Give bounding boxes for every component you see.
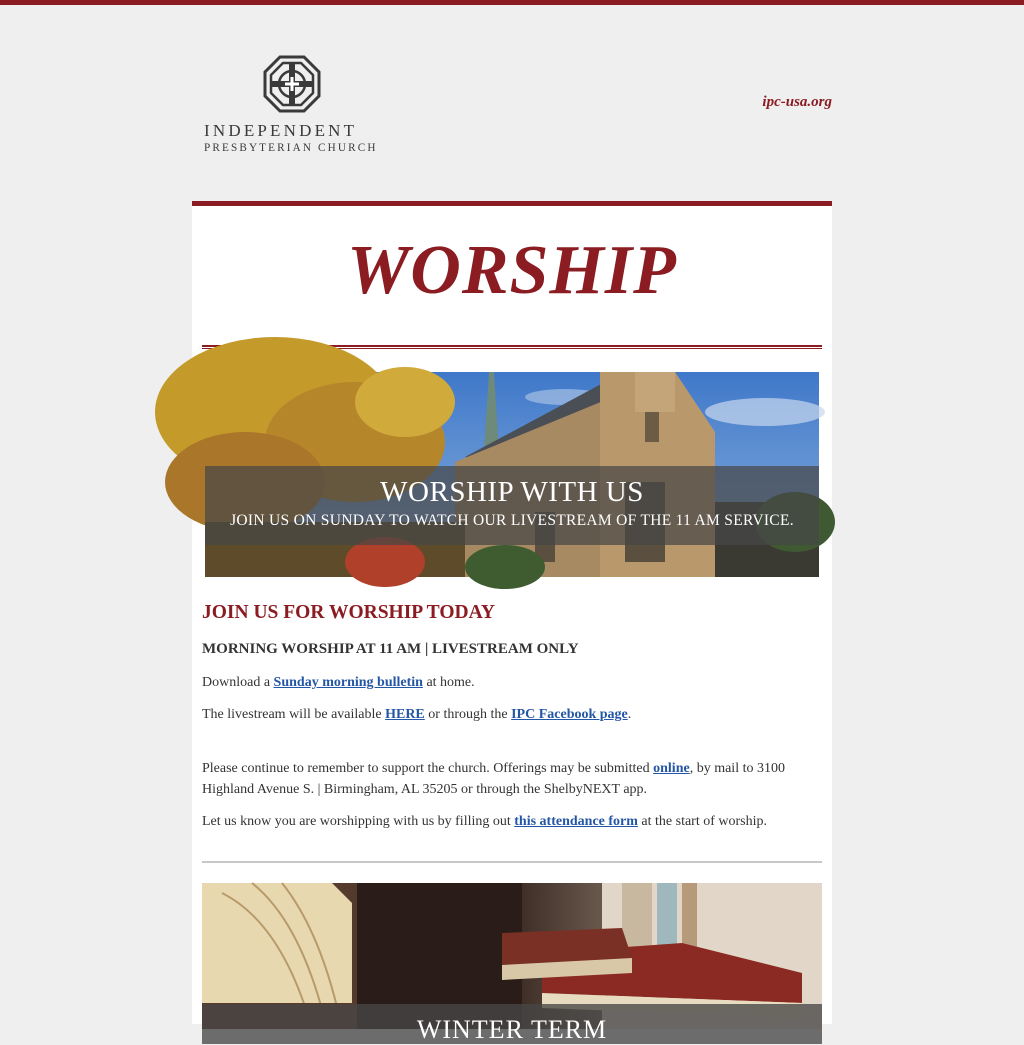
winter-term-title: WINTER TERM — [416, 1015, 608, 1044]
attendance-form-link[interactable]: this attendance form — [514, 814, 638, 829]
hero-title: WORSHIP WITH US — [380, 476, 644, 508]
bulletin-paragraph — [202, 672, 822, 693]
winter-term-banner[interactable] — [202, 883, 822, 1044]
top-accent-bar — [0, 0, 1024, 5]
livestream-here-link[interactable]: HERE — [385, 707, 425, 722]
worship-hero-banner[interactable] — [205, 372, 819, 577]
attendance-text-after: at the start of worship. — [637, 814, 768, 829]
service-time-heading: MORNING WORSHIP AT 11 AM | LIVESTREAM ONLY — [202, 641, 579, 657]
hero-subtitle: JOIN US ON SUNDAY TO WATCH OUR LIVESTREAM OF THE 11 AM SERVICE. — [230, 512, 794, 529]
attendance-paragraph — [202, 811, 822, 832]
logo-name: INDEPENDENT — [204, 121, 358, 140]
livestream-text-after: . — [627, 707, 632, 722]
attendance-text-before: Let us know you are worshipping with us by filling out — [202, 814, 515, 829]
site-url-link[interactable]: ipc-usa.org — [762, 94, 832, 110]
church-logo[interactable] — [204, 55, 384, 155]
logo-subname: PRESBYTERIAN CHURCH — [204, 142, 378, 154]
livestream-paragraph — [202, 704, 822, 725]
facebook-page-link[interactable]: IPC Facebook page — [511, 707, 628, 722]
livestream-text-middle: or through the — [424, 707, 512, 722]
newsletter-card — [192, 201, 832, 1044]
page-title: WORSHIP — [347, 232, 677, 309]
church-emblem-icon — [263, 55, 321, 113]
section-heading: JOIN US FOR WORSHIP TODAY — [202, 602, 495, 623]
online-offering-link[interactable]: online — [653, 761, 690, 776]
section-divider — [202, 861, 822, 863]
offerings-text-before: Please continue to remember to support the church. Offerings may be submitted — [202, 761, 654, 776]
bulletin-link[interactable]: Sunday morning bulletin — [273, 675, 423, 690]
offerings-text-after: , by mail to 3100 Highland Avenue S. | Birmingham, AL 35205 or through the ShelbyNEXT app. — [202, 761, 785, 797]
bulletin-text-before: Download a — [202, 675, 274, 690]
bulletin-text-after: at home. — [422, 675, 475, 690]
offerings-paragraph — [202, 758, 822, 800]
livestream-text-before: The livestream will be available — [202, 707, 386, 722]
